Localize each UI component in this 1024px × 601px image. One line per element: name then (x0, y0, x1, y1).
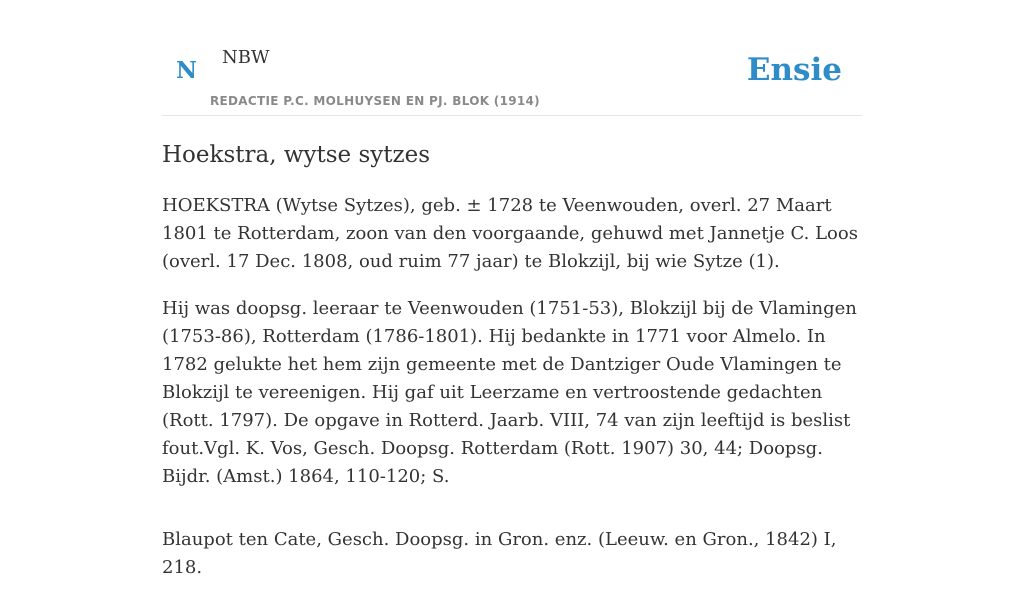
brand-logo[interactable]: Ensie (746, 52, 842, 88)
article-paragraph: HOEKSTRA (Wytse Sytzes), geb. ± 1728 te Veenwouden, overl. 27 Maart 1801 te Rotterdam, zoon van den voorgaande, gehuwd met Jannetje C. Loos (overl. 17 Dec. 1808, oud ruim 77 jaar) te Blokzijl, bij wie Sytze (1). (162, 195, 858, 272)
article-paragraph: Blaupot ten Cate, Gesch. Doopsg. in Gron. enz. (Leeuw. en Gron., 1842) I, 218. (162, 529, 837, 578)
article-body (162, 192, 862, 601)
source-subtitle: REDACTIE P.C. MOLHUYSEN EN PJ. BLOK (1914) (210, 94, 540, 108)
source-name[interactable]: NBW (222, 47, 270, 68)
article-paragraph: Hij was doopsg. leeraar te Veenwouden (1751-53), Blokzijl bij de Vlamingen (1753-86), Rotterdam (1786-1801). Hij bedankte in 1771 voor Almelo. In 1782 gelukte het hem zijn gemeente met de Dantziger Oude Vlamingen te Blokzijl te vereenigen. Hij gaf uit Leerzame en vertroostende gedachten (Rott. 1797). De opgave in Rotterd. Jaarb. VIII, 74 van zijn leeftijd is beslist fout.Vgl. K. Vos, Gesch. Doopsg. Rotterdam (Rott. 1907) 30, 44; Doopsg. Bijdr. (Amst.) 1864, 110-120; S. (162, 298, 857, 487)
source-logo-icon[interactable]: N (176, 57, 198, 84)
source-header (162, 40, 862, 116)
article-title: Hoekstra, wytse sytzes (162, 142, 431, 168)
